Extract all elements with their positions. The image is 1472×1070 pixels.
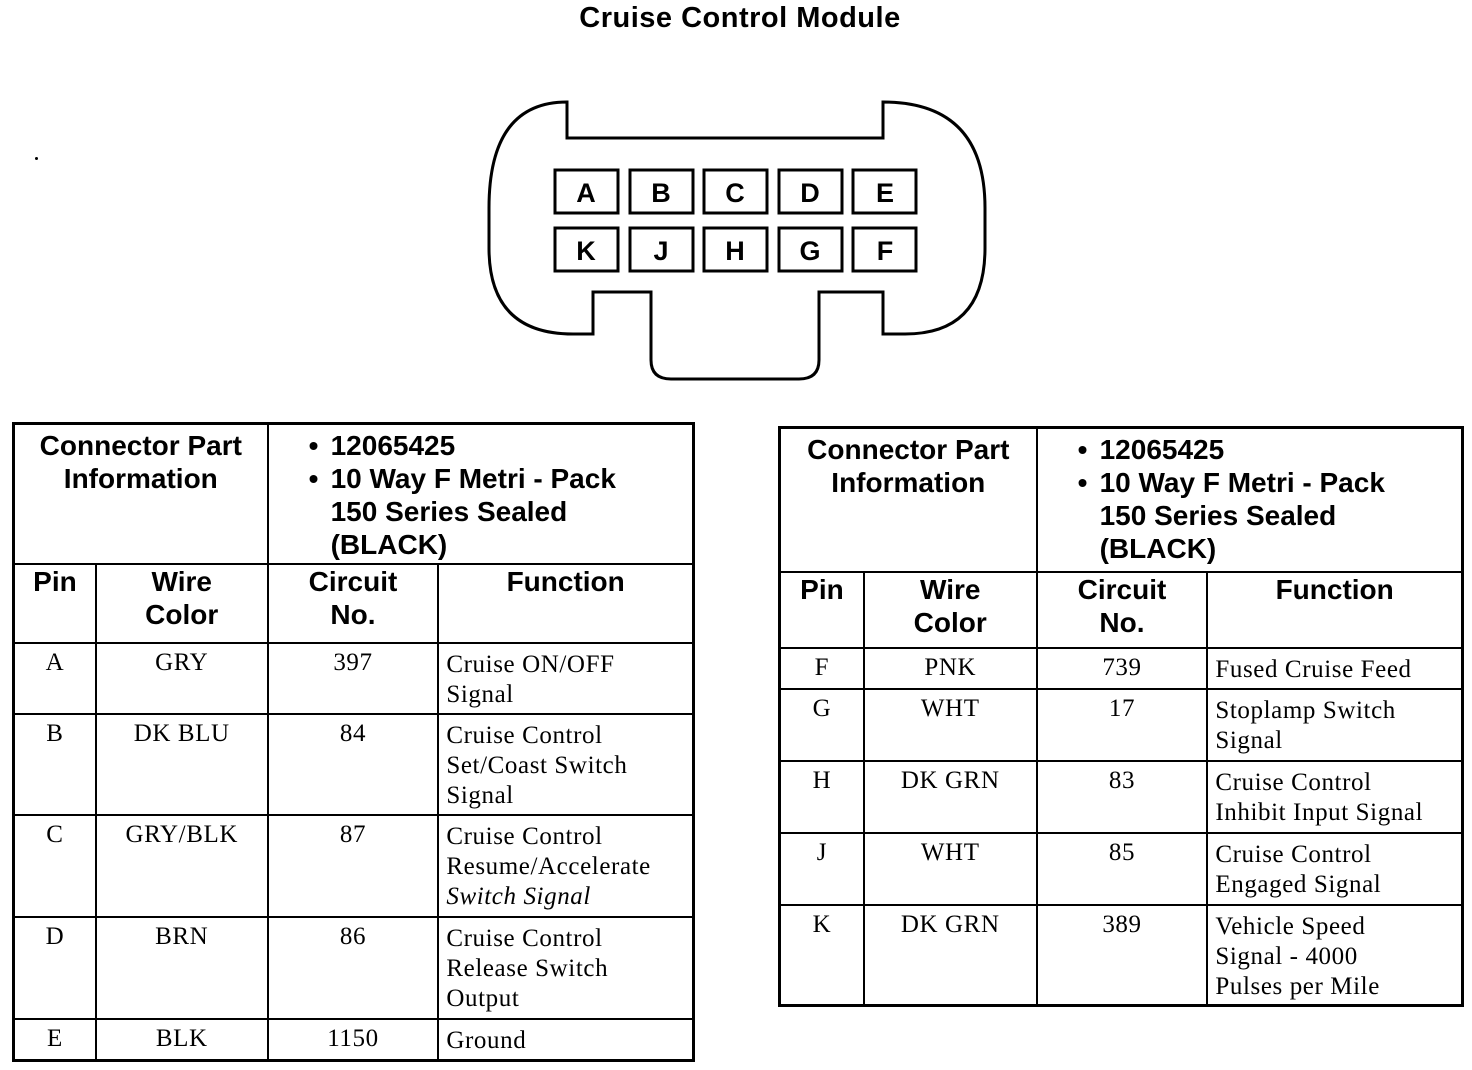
part-desc-line1: • 10 Way F Metri - Pack: [1078, 466, 1461, 499]
pin-E: [853, 170, 916, 213]
function-cell: Ground: [438, 1019, 693, 1061]
wire-color-cell: WHT: [864, 833, 1037, 905]
table-row: [14, 815, 694, 917]
circuit-cell: 739: [1037, 648, 1208, 689]
pin-cell: C: [14, 815, 96, 917]
pin-G: [779, 228, 842, 271]
part-desc-line1: • 10 Way F Metri - Pack: [309, 462, 692, 495]
function-cell: Cruise ON/OFF Signal: [438, 643, 693, 714]
header-pin: Pin: [14, 564, 96, 643]
table-row: [780, 648, 1463, 689]
svg-text:A: A: [576, 178, 596, 208]
header-pin: Pin: [780, 572, 864, 648]
pin-cell: E: [14, 1019, 96, 1061]
pin-cell: G: [780, 689, 864, 761]
header-wire-color: Wire Color: [864, 572, 1037, 648]
header-row: [780, 572, 1463, 648]
function-cell: Cruise Control Release Switch Output: [438, 917, 693, 1019]
circuit-cell: 389: [1037, 905, 1208, 1006]
function-cell: Cruise Control Resume/Accelerate Switch Signal: [438, 815, 693, 917]
connector-face: [485, 98, 990, 388]
wire-color-cell: DK GRN: [864, 761, 1037, 833]
svg-text:H: H: [725, 236, 745, 266]
pin-cell: J: [780, 833, 864, 905]
header-function: Function: [1207, 572, 1462, 648]
wire-color-cell: BLK: [96, 1019, 268, 1061]
part-info-values: [1037, 428, 1463, 572]
table-row: [14, 917, 694, 1019]
pin-J: [630, 228, 693, 271]
table-row: [780, 689, 1463, 761]
wire-color-cell: BRN: [96, 917, 268, 1019]
svg-text:E: E: [875, 178, 895, 208]
header-wire-color: Wire Color: [96, 564, 268, 643]
table-row: [14, 643, 694, 714]
left-pinout-table: [12, 422, 695, 1062]
diagram-title: Cruise Control Module: [579, 2, 901, 34]
part-info-row: [780, 428, 1463, 572]
pin-cell: A: [14, 643, 96, 714]
pin-C: [704, 170, 767, 213]
pin-F: [853, 228, 916, 271]
table-row: [780, 905, 1463, 1006]
pin-cell: F: [780, 648, 864, 689]
circuit-cell: 1150: [268, 1019, 439, 1061]
pin-cell: D: [14, 917, 96, 1019]
wire-color-cell: DK GRN: [864, 905, 1037, 1006]
svg-text:G: G: [799, 236, 821, 266]
header-row: [14, 564, 694, 643]
svg-text:J: J: [653, 236, 669, 266]
wire-color-cell: GRY: [96, 643, 268, 714]
function-cell: Vehicle Speed Signal - 4000 Pulses per Mile: [1207, 905, 1462, 1006]
header-circuit: Circuit No.: [268, 564, 439, 643]
svg-text:D: D: [800, 178, 820, 208]
pin-K: [555, 228, 618, 271]
stray-dot: [35, 157, 38, 160]
circuit-cell: 83: [1037, 761, 1208, 833]
function-cell: Cruise Control Engaged Signal: [1207, 833, 1462, 905]
table-row: [14, 714, 694, 815]
pin-A: [555, 170, 618, 213]
part-info-label: Connector Part Information: [14, 424, 268, 564]
part-desc-line2: 150 Series Sealed: [330, 496, 568, 527]
wire-color-cell: GRY/BLK: [96, 815, 268, 917]
svg-text:K: K: [576, 236, 596, 266]
svg-text:B: B: [651, 178, 671, 208]
function-cell: Cruise Control Set/Coast Switch Signal: [438, 714, 693, 815]
circuit-cell: 86: [268, 917, 439, 1019]
wire-color-cell: WHT: [864, 689, 1037, 761]
header-function: Function: [438, 564, 693, 643]
svg-text:F: F: [876, 236, 894, 266]
circuit-cell: 87: [268, 815, 439, 917]
table-row: [14, 1019, 694, 1061]
pin-cell: K: [780, 905, 864, 1006]
function-cell: Stoplamp Switch Signal: [1207, 689, 1462, 761]
function-cell: Cruise Control Inhibit Input Signal: [1207, 761, 1462, 833]
pin-grid: [555, 170, 916, 271]
table-row: [780, 761, 1463, 833]
header-circuit: Circuit No.: [1037, 572, 1208, 648]
pin-cell: B: [14, 714, 96, 815]
part-info-values: [268, 424, 694, 564]
table-row: [780, 833, 1463, 905]
part-desc-line3: (BLACK): [1099, 533, 1217, 564]
circuit-cell: 17: [1037, 689, 1208, 761]
function-cell: Fused Cruise Feed: [1207, 648, 1462, 689]
part-number: • 12065425: [1078, 433, 1461, 466]
circuit-cell: 85: [1037, 833, 1208, 905]
part-desc-line3: (BLACK): [330, 529, 448, 560]
circuit-cell: 397: [268, 643, 439, 714]
wire-color-cell: DK BLU: [96, 714, 268, 815]
part-desc-line2: 150 Series Sealed: [1099, 500, 1337, 531]
pin-D: [779, 170, 842, 213]
part-number: • 12065425: [309, 429, 692, 462]
pin-cell: H: [780, 761, 864, 833]
pin-B: [630, 170, 693, 213]
svg-text:C: C: [725, 178, 745, 208]
part-info-label: Connector Part Information: [780, 428, 1037, 572]
pin-H: [704, 228, 767, 271]
part-info-row: [14, 424, 694, 564]
circuit-cell: 84: [268, 714, 439, 815]
wire-color-cell: PNK: [864, 648, 1037, 689]
right-pinout-table: [778, 426, 1464, 1007]
